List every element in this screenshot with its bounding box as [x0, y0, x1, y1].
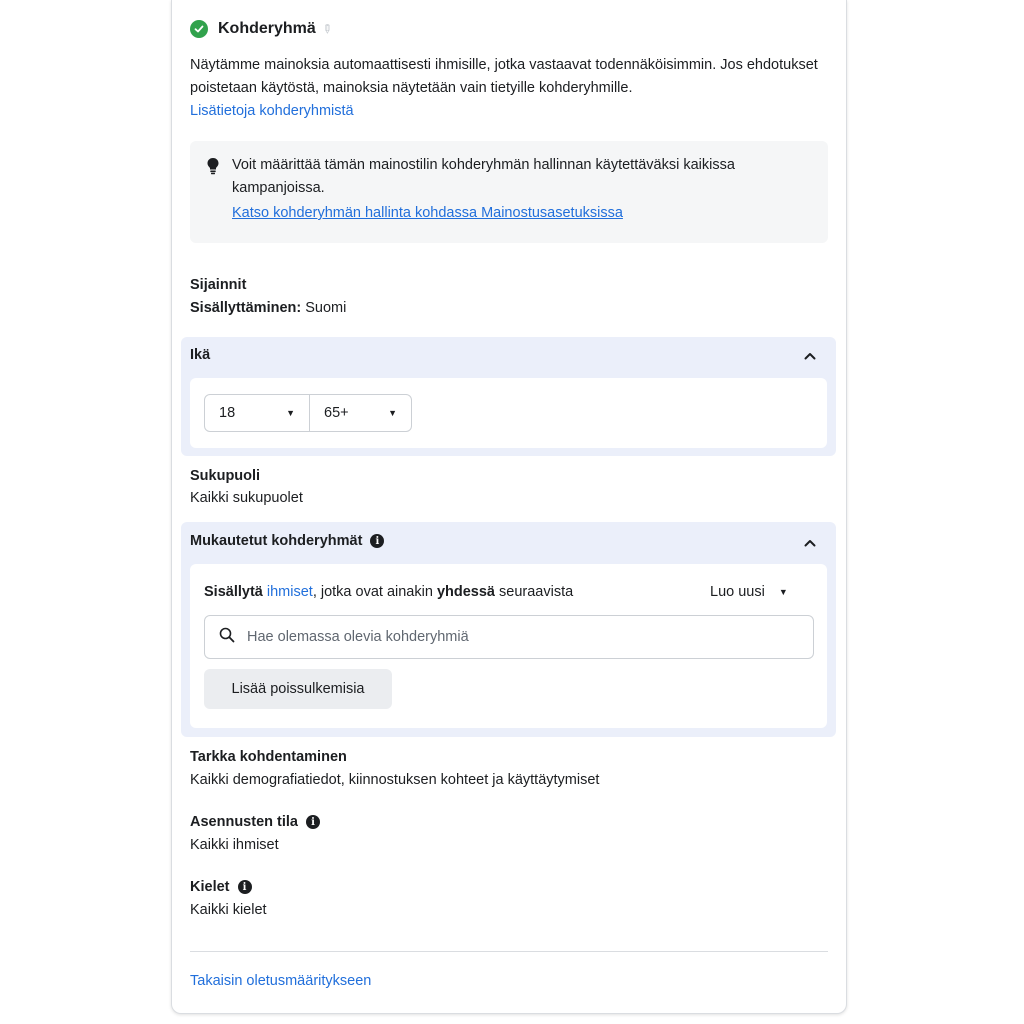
tip-box: [190, 141, 828, 243]
search-input[interactable]: [245, 628, 749, 646]
include-word: Sisällytä: [204, 584, 263, 600]
languages-header: [190, 879, 252, 895]
chevron-up-icon[interactable]: [804, 534, 816, 550]
add-exclusions-button[interactable]: Lisää poissulkemisia: [204, 669, 392, 709]
bold-word: yhdessä: [436, 584, 495, 600]
lightbulb-icon: [206, 157, 220, 180]
age-min-value: 18: [219, 405, 236, 421]
custom-audiences-header: [190, 533, 384, 549]
age-max-select[interactable]: [309, 394, 412, 432]
include-sentence: [204, 584, 573, 600]
locations-value: [190, 300, 346, 316]
detailed-targeting-label: Tarkka kohdentaminen: [190, 749, 347, 765]
people-link[interactable]: ihmiset: [266, 584, 313, 600]
age-label: Ikä: [190, 347, 211, 363]
search-icon: [219, 627, 235, 648]
create-new-dropdown[interactable]: [710, 584, 788, 600]
learn-more-link[interactable]: Lisätietoja kohderyhmistä: [190, 103, 354, 119]
info-icon[interactable]: i: [238, 880, 252, 894]
gender-label: Sukupuoli: [190, 468, 261, 484]
installs-header: [190, 814, 320, 830]
age-panel: [181, 337, 836, 456]
tip-text: Voit määrittää tämän mainostilin kohderyhmän hallinnan käytettäväksi kaikissa kampanjoissa.: [232, 157, 735, 196]
audience-card: [171, 0, 847, 1014]
installs-value: Kaikki ihmiset: [190, 837, 279, 853]
chevron-up-icon[interactable]: [804, 347, 816, 363]
include-value: Suomi: [305, 300, 347, 316]
divider: [190, 951, 828, 952]
caret-down-icon: ▼: [286, 408, 295, 418]
info-icon[interactable]: i: [306, 815, 320, 829]
age-max-value: 65+: [324, 405, 349, 421]
middle-text: , jotka ovat ainakin: [312, 584, 433, 600]
installs-label: Asennusten tila: [190, 814, 298, 830]
detailed-targeting-value: Kaikki demografiatiedot, kiinnostuksen kohteet ja käyttäytymiset: [190, 772, 600, 788]
custom-audiences-inner: [190, 564, 827, 728]
pencil-icon[interactable]: ✎: [318, 20, 336, 38]
check-circle-icon: [190, 20, 208, 38]
description-text: Näytämme mainoksia automaattisesti ihmisille, jotka vastaavat todennäköisimmin. Jos ehdotukset poistetaan käytöstä, mainoksia näytetään vain tietyille kohderyhmille.: [190, 57, 818, 96]
include-label: Sisällyttäminen:: [190, 300, 302, 316]
ad-settings-link[interactable]: Katso kohderyhmän hallinta kohdassa Mainostusasetuksissa: [232, 205, 623, 221]
caret-down-icon: ▼: [388, 408, 397, 418]
age-min-select[interactable]: [204, 394, 310, 432]
section-description: [190, 54, 830, 123]
section-title: Kohderyhmä: [218, 20, 316, 37]
custom-audiences-label: Mukautetut kohderyhmät: [190, 533, 363, 549]
languages-value: Kaikki kielet: [190, 902, 267, 918]
locations-label: Sijainnit: [190, 277, 247, 293]
reset-defaults-link[interactable]: Takaisin oletusmääritykseen: [190, 973, 372, 989]
custom-audiences-panel: [181, 522, 836, 737]
end-text: seuraavista: [499, 584, 574, 600]
languages-label: Kielet: [190, 879, 230, 895]
info-icon[interactable]: i: [370, 534, 384, 548]
gender-value: Kaikki sukupuolet: [190, 490, 303, 506]
age-inner: [190, 378, 827, 448]
title-row: [190, 20, 336, 38]
create-new-label: Luo uusi: [710, 584, 765, 600]
search-box[interactable]: [204, 615, 814, 659]
caret-down-icon: ▼: [778, 587, 788, 597]
